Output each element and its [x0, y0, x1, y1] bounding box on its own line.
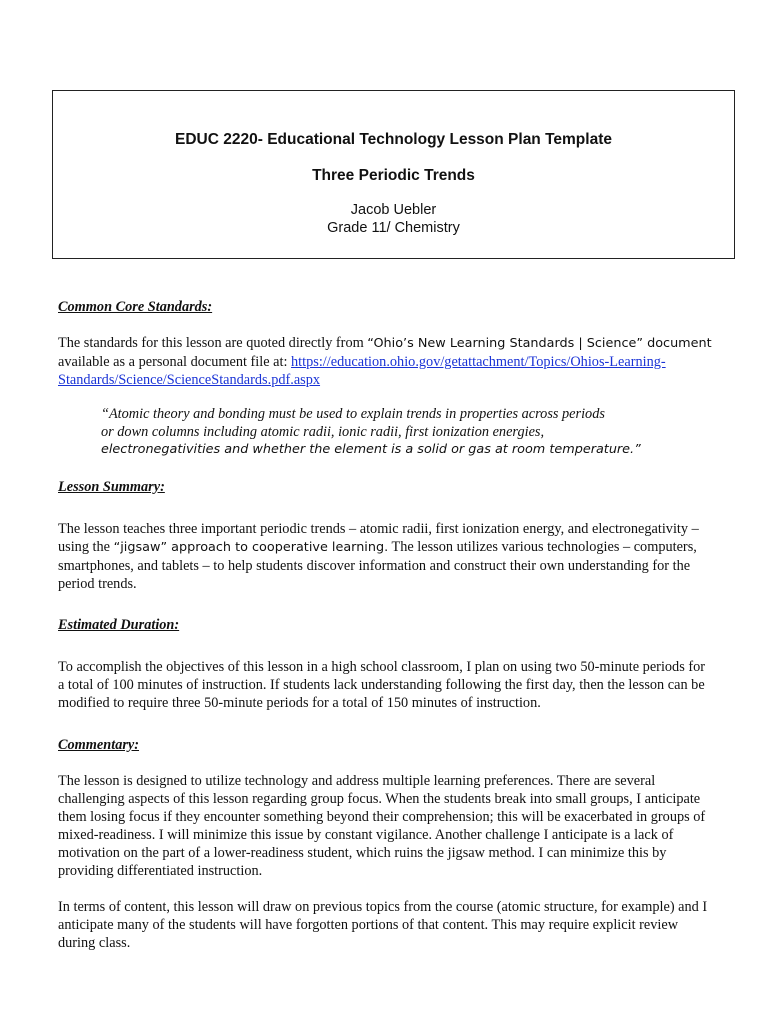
duration-text: To accomplish the objectives of this lesson in a high school classroom, I plan on using two 50-minute periods for a total of 100 minutes of instruction. If students lack understanding following the first day, then the lesson can be modified to require three 50-minute periods for a total of 150 minutes of instruction. — [58, 659, 706, 711]
summary-jigsaw-text: “jigsaw” approach to cooperative learning. — [113, 540, 389, 555]
duration-heading: Estimated Duration: — [58, 617, 180, 633]
standards-quote — [101, 405, 661, 459]
quote-line-1: “Atomic theory and bonding must be used to explain trends in properties across periods — [101, 406, 605, 422]
lesson-title: Three Periodic Trends — [312, 167, 475, 184]
standards-intro-text: The standards for this lesson are quoted directly from — [58, 335, 364, 351]
commentary-paragraph-1: The lesson is designed to utilize technology and address multiple learning preferences. There are several challenging aspects of this lesson regarding group focus. When the students break into small groups, I anticipate them losing focus if they encounter something beyond their comprehension; this will be exacerbated in groups of mixed-readiness. I will minimize this issue by constant vigilance. Another challenge I anticipate is a lack of motivation on the part of a lower-readiness student, which ruins the jigsaw method. I can minimize this by providing differentiated instruction. — [58, 773, 706, 879]
summary-text — [58, 520, 708, 593]
standards-available-text: available as a personal document file at: — [58, 354, 288, 370]
standards-source-name: “Ohio’s New Learning Standards | Science” document — [367, 336, 712, 351]
summary-text-c: The lesson utilizes various technologies – computers, smartphones, and tablets – to help students discover information and construct their own understanding for the period trends. — [58, 539, 697, 592]
header-box — [52, 90, 735, 259]
summary-heading: Lesson Summary: — [58, 479, 165, 495]
document-title: EDUC 2220- Educational Technology Lesson Plan Template — [175, 131, 612, 148]
standards-link-part1: https://education.ohio.gov/getattachment/Topics/Ohios-Learning- — [291, 354, 666, 370]
quote-line-3: electronegativities and whether the element is a solid or gas at room temperature.” — [101, 442, 641, 457]
grade-subject: Grade 11/ Chemistry — [327, 220, 460, 236]
standards-intro — [58, 334, 718, 389]
standards-link-part2: Standards/Science/ScienceStandards.pdf.aspx — [58, 372, 321, 388]
quote-line-2: or down columns including atomic radii, ionic radii, first ionization energies, — [101, 424, 545, 440]
summary-text-a: The lesson teaches three important periodic trends – atomic radii, first ionization energy, and electronegativity – using the — [58, 521, 699, 555]
commentary-heading: Commentary: — [58, 737, 140, 753]
standards-heading: Common Core Standards: — [58, 299, 213, 315]
author-name: Jacob Uebler — [350, 202, 437, 218]
commentary-paragraph-2: In terms of content, this lesson will draw on previous topics from the course (atomic structure, for example) and I anticipate many of the students will have forgotten portions of that content. This may require explicit review during class. — [58, 899, 708, 951]
